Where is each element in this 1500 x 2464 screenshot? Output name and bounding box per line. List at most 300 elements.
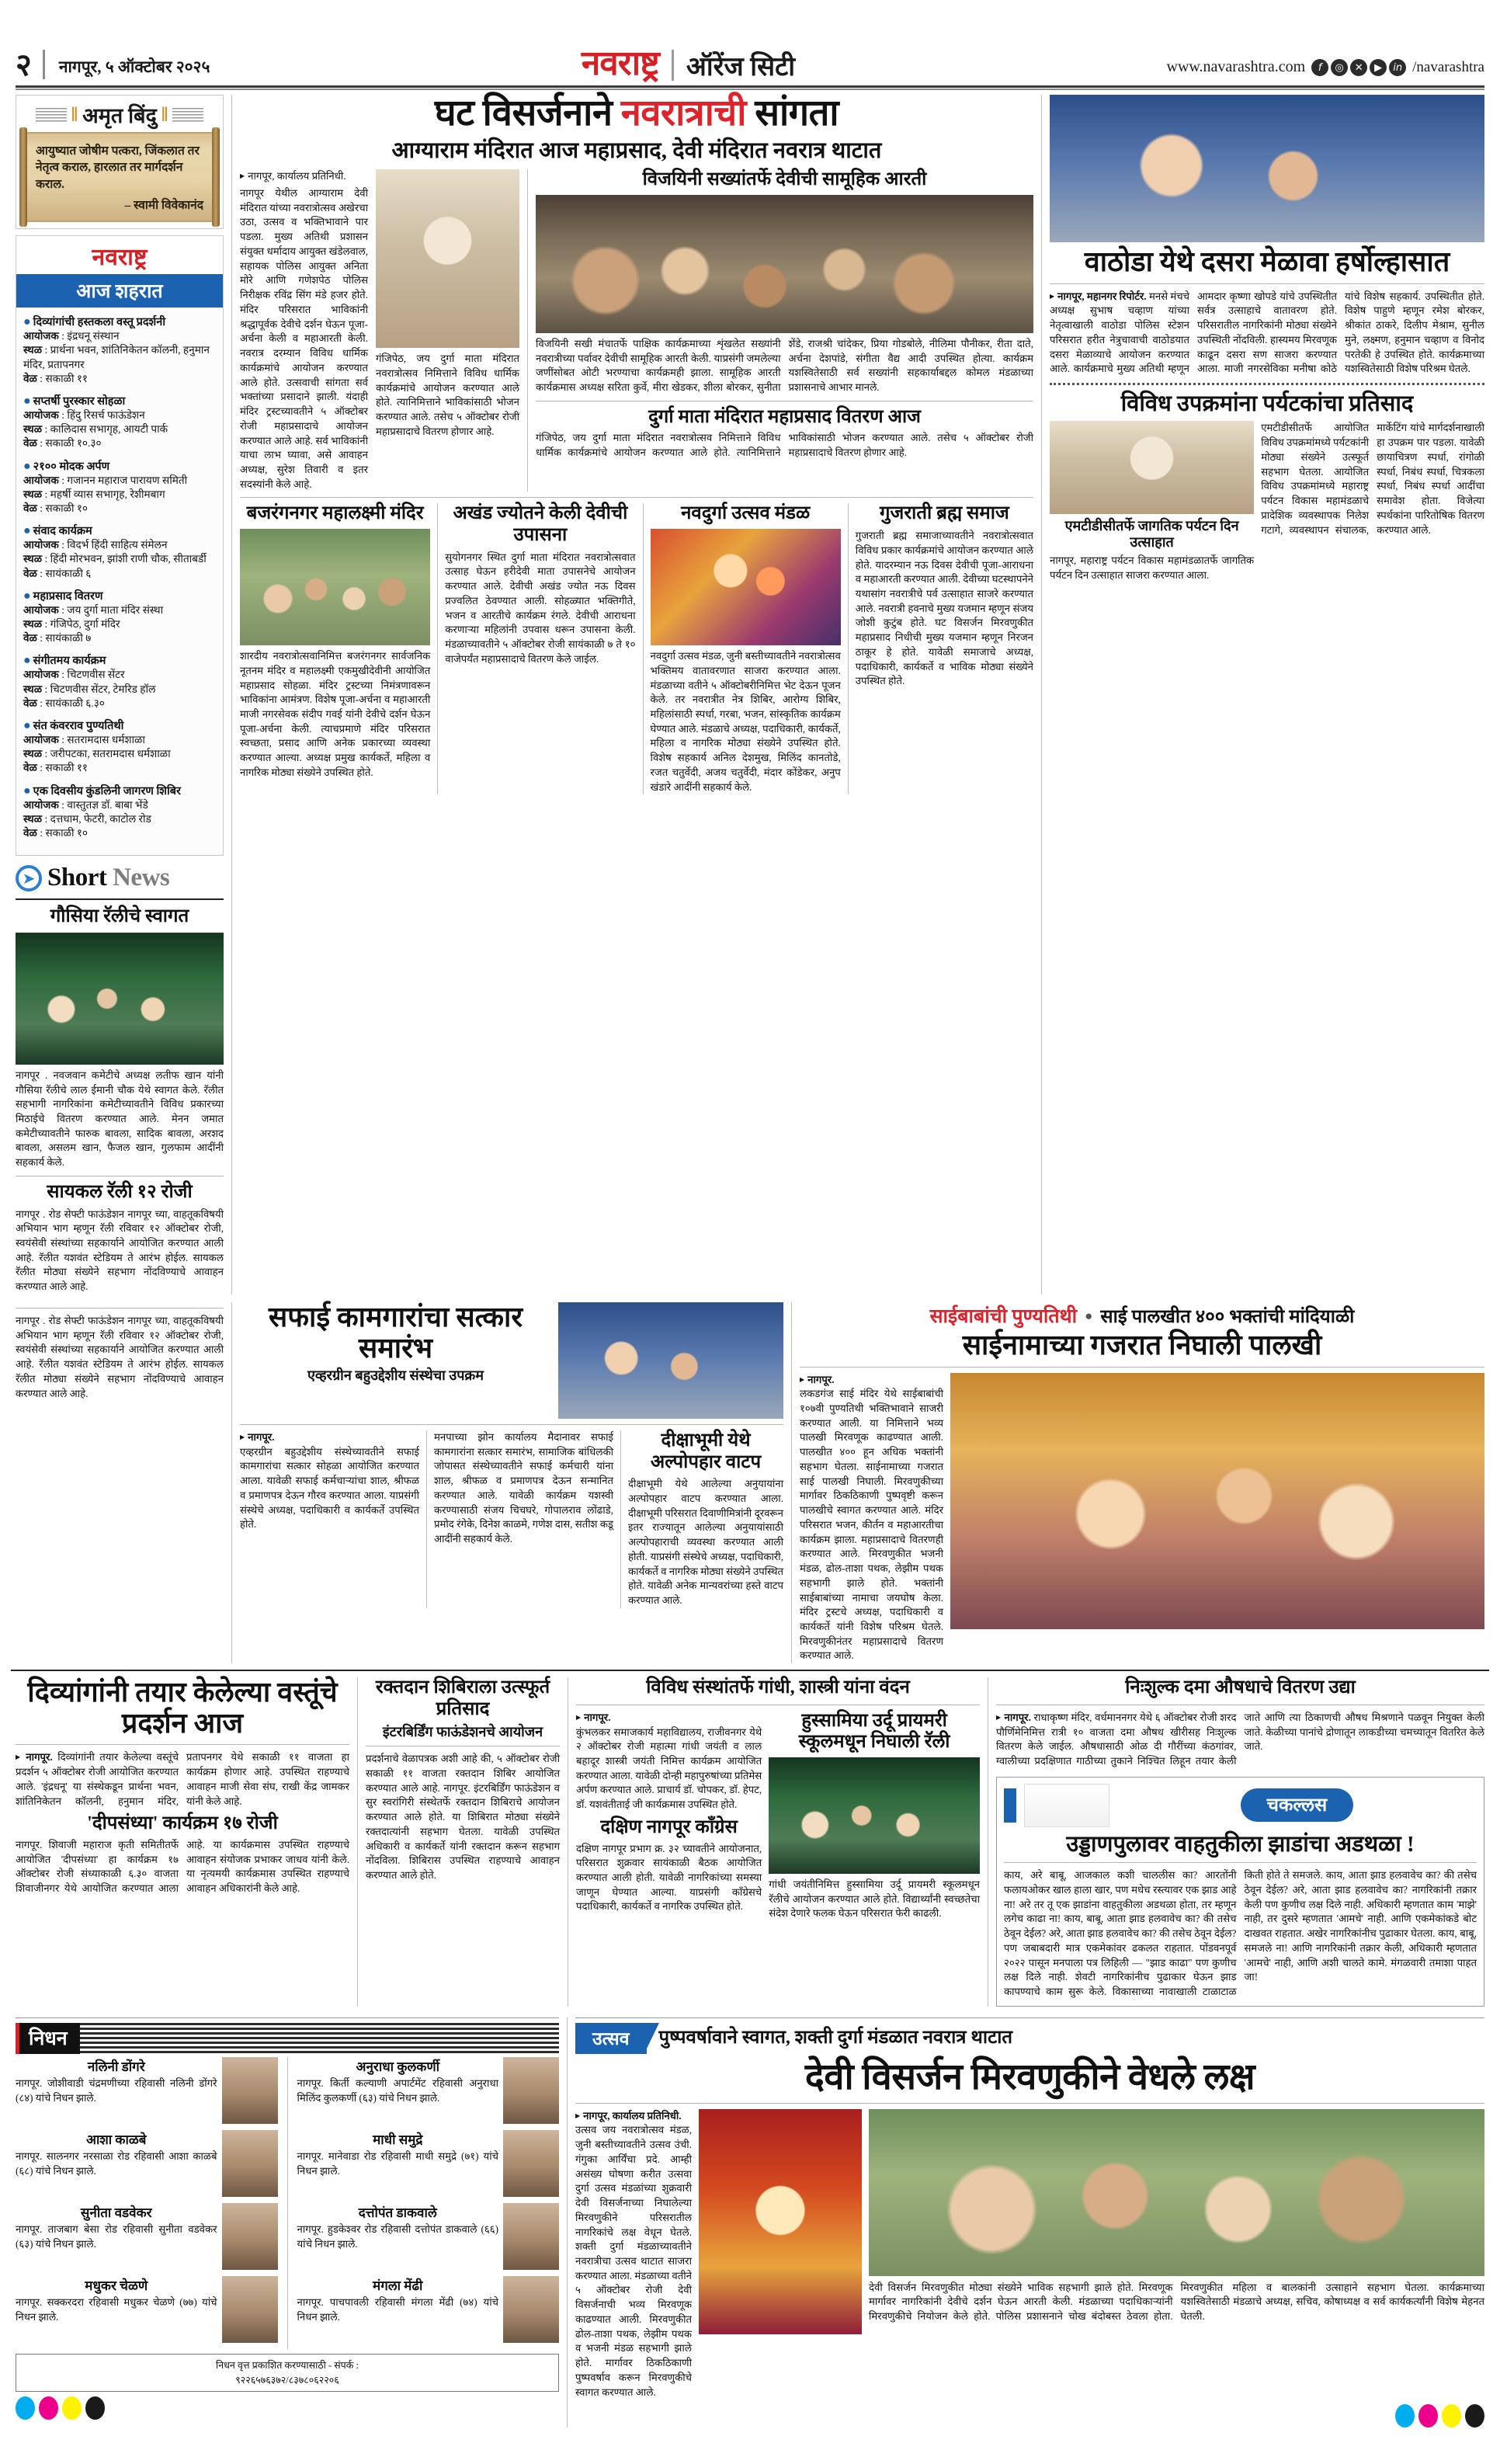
lead-headline-part-1: नवरात्राची — [620, 93, 755, 134]
obituary-photo — [222, 2276, 278, 2343]
event-organizer: आयोजक : इंद्रधनू संस्थान — [23, 330, 120, 342]
sai-body-row — [800, 1373, 1484, 1664]
safai-dateline: ▶ नागपूर. — [240, 1430, 419, 1445]
masthead-left — [16, 47, 210, 82]
lead-left-text — [240, 169, 368, 492]
obituary-name: आशा काळबे — [85, 2132, 147, 2147]
obituary-body: नागपूर. जोशीवाडी चंद्रमणीच्या रहिवासी नलिनी डोंगरे (८४) यांचे निधन झाले. — [16, 2077, 217, 2104]
sn-cont-body: नागपूर . रोड सेफ्टी फाऊंडेशन नागपूर च्या, वाहतूकविषयी अभियान भाग म्हणून रॅली रविवार १२ ऑक्टोबर रोजी, स्वयंसेवी संस्थांच्या सहकार्याने आयोजित करण्यात आली आहे. रॅलीत यशवंत स्टेडियम ते आरंभ होईल. सायकल रॅलीत मोठ्या संख्येने सहभाग नोंदविण्याचे आवाहन करण्यात आले आहे. — [16, 1314, 224, 1399]
utsav-dateline: ▶ नागपूर, कार्यालय प्रतिनिधी. — [575, 2109, 692, 2124]
quote-text: आयुष्यात जोषीम पत्करा, जिंकलात तर नेतृत्व कराल, हारलात तर मार्गदर्शन कराल. — [36, 144, 200, 191]
bullet-icon: ● — [23, 315, 31, 329]
bb2-left — [576, 1711, 762, 1921]
tourism-headline[interactable]: विविध उपक्रमांना पर्यटकांचा प्रतिसाद — [1120, 391, 1414, 416]
obituary-photo — [503, 2276, 559, 2343]
column-separator-2 — [1041, 95, 1042, 1295]
lead-inner-sep — [527, 169, 528, 492]
obituary-text — [297, 2276, 499, 2343]
wathoda-headline[interactable]: वाठोडा येथे दसरा मेळावा हर्षोल्हासात — [1084, 246, 1450, 277]
bullet-icon: ● — [23, 459, 31, 473]
event-organizer: आयोजक : गजानन महाराज पारायण समिती — [23, 474, 188, 486]
amrut-title-row — [20, 100, 219, 129]
short-news-headline-0[interactable]: गौसिया रॅलीचे स्वागत — [50, 906, 189, 927]
short-news-title — [47, 864, 169, 892]
sai-kicker-red: साईबाबांची पुण्यतिथी — [929, 1305, 1078, 1327]
bullet-icon: ● — [23, 784, 31, 798]
cyan-dot — [16, 2396, 35, 2420]
chakallas-cartoon-icon — [1024, 1784, 1109, 1827]
footer-band — [11, 2013, 1489, 2428]
mid-block-body-3: गुजराती ब्रह्म समाजाच्यावतीने नवरात्रोत्सवात विविध प्रकार कार्यक्रमांचे आयोजन करण्यात आले होते. यादरम्यान नऊ दिवस देवीची पूजा-आराधना व महाआरती करण्यात आली. देवीच्या घटस्थापनेने यथासांग नवरात्रीचे पर्व उत्साहात साजरे करण्यात आले. नवरात्री हवनाचे मुख्य यजमान म्हणून संजय जोशी कुटुंब होते. घट विसर्जन मिरवणुकीत महाप्रसाद निधीची मुख्य यजमान म्हणून निरजन ठाकूर हे होते. यावेळी समाजाचे अध्यक्ष, पदाधिकारी, कार्यकर्ते व भाविक मोठ्या संख्येने उपस्थित होते. — [855, 530, 1033, 687]
bottom-headline-0[interactable]: दिव्यांगांनी तयार केलेल्या वस्तूंचे प्रदर्शन आज — [27, 1677, 338, 1739]
mid-block-body-1: सुयोगनगर स्थित दुर्गा माता मंदिरात नवरात्रोत्सवात उत्साह घेऊन हरीदेवी माता उपासनेचे आयोजन करण्यात आले. देवीची अखंड ज्योत नऊ दिवस प्रज्वलित ठेवण्यात आली. सोहळ्यात भक्तिगीते, भजन व आरतीचे कार्यक्रम रंगले. देवीची आराधना करणाऱ्या महिलांनी उपवास धरून उपासना केली. मंडळाच्यावतीने ५ ऑक्टोबर रोजी सायंकाळी ७ ते १० वाजेपर्यंत महाप्रसादाचे वितरण केले जाईल. — [445, 551, 636, 665]
utsav-photo-1-col — [699, 2109, 862, 2400]
hussamiya-photo — [769, 1757, 980, 1874]
left-sidebar — [16, 95, 224, 1295]
bottom-headline-3[interactable]: निःशुल्क दमा औषधाचे वितरण उद्या — [1125, 1677, 1356, 1698]
safai-photo — [558, 1302, 783, 1419]
nidhan-column-a — [16, 2057, 278, 2349]
bottom-block-0 — [16, 1677, 349, 2007]
aaj-sharahat-box — [16, 235, 224, 856]
mid-block-photo-0 — [240, 529, 430, 645]
black-dot-right — [1465, 2404, 1484, 2428]
upper-section — [11, 90, 1489, 1295]
lead-right-col — [536, 169, 1033, 492]
yellow-dot-right — [1442, 2404, 1461, 2428]
event-organizer: आयोजक : हिंदु रिसर्च फाऊंडेशन — [23, 408, 145, 421]
bottom-headline-1[interactable]: रक्तदान शिबिराला उत्स्फूर्त प्रतिसाद — [375, 1677, 550, 1719]
short-news-body-0: नागपूर . नवजवान कमेटीचे अध्यक्ष लतीफ खान यांनी गौसिया रॅलीचे लाल ईमानी चौक येथे स्वागत केले. रॅलीत सहभागी नागरिकांना कमेटीच्यावतीने विविध प्रकारच्या मिठाईचे वितरण करण्यात आले. मेनन जमात कमेटीच्यावतीने फारुक बावला, सादिक बावला, अरशद बावला, असलम खान, फैजल खान, गुलफाम आदींनी सहकार्य केले. — [16, 1069, 224, 1169]
nidhan-decor-lines — [80, 2023, 559, 2054]
deekshabhoomi-body: दीक्षाभूमी येथे आलेल्या अनुयायांना अल्पोपहार वाटप करण्यात आला. दीक्षाभूमी परिसरात दिवाणीमित्रांनी दूरवरून इतर राज्यातून आलेल्या अनुयायांसाठी अल्पोपहाराची व्यवस्था करण्यात आली होती. याप्रसंगी संस्थेचे अध्यक्ष, पदाधिकारी, कार्यकर्ते व नागरिक मोठ्या संख्येने उपस्थित होते. यावेळी अनेक मान्यवरांच्या हस्ते वाटप करण्यात आले. — [628, 1478, 783, 1606]
obituary-name: सुनीता वडवेकर — [80, 2205, 152, 2220]
event-venue: स्थळ : चिटणवीस सेंटर, टेमरिड हॉल — [23, 683, 156, 695]
sidebar-brand: नवराष्ट्र — [92, 245, 148, 271]
vijayini-kicker: विजयिनी सख्यांतर्फे देवीची सामूहिक आरती — [642, 169, 927, 190]
utsav-text-1 — [575, 2109, 692, 2400]
social-links[interactable] — [1311, 59, 1406, 76]
column-separator-1 — [231, 95, 232, 1295]
event-time: वेळ : सकाळी १०.३० — [23, 437, 102, 450]
deeksha-sep — [620, 1430, 621, 1608]
lead-subheadline: आग्याराम मंदिरात आज महाप्रसाद, देवी मंदिरात नवरात्र थाटात — [391, 137, 882, 163]
event-organizer: आयोजक : जय दुर्गा माता मंदिर संस्था — [23, 603, 164, 616]
lead-temple-photo — [376, 169, 519, 348]
event-time: वेळ : सायंकाळी ६ — [23, 567, 92, 579]
nidhan-label: निधन — [16, 2023, 80, 2054]
vijayini-photo — [536, 195, 1033, 333]
event-item[interactable] — [23, 393, 216, 451]
sai-kicker-row — [800, 1302, 1484, 1329]
mid-sep-a — [437, 503, 438, 794]
event-item[interactable] — [23, 314, 216, 386]
mid-block-1 — [445, 503, 635, 794]
deekshabhoomi-block — [628, 1430, 783, 1608]
sai-dateline: ▶ नागपूर. — [800, 1373, 943, 1388]
obituary-text — [16, 2203, 217, 2270]
event-time: वेळ : सायंकाळी ७ — [23, 632, 92, 645]
obituary-body: नागपूर. मानेवाडा रोड रहिवासी माधी समुद्रे (७१) यांचे निधन झाले. — [297, 2149, 498, 2177]
short-news-label-dark: Short — [47, 864, 107, 892]
lead-headline-part-2: सांगता — [755, 93, 839, 134]
nidhan-contact-note: निधन वृत्त प्रकाशित करण्यासाठी - संपर्क : — [216, 2359, 359, 2371]
sai-rule — [800, 1367, 1484, 1368]
bottom-band — [11, 1670, 1489, 2007]
utsav-tag: उत्सव — [575, 2023, 647, 2054]
aaj-sharahat-ribbon: आज शहरात — [16, 274, 223, 308]
obituary-entry — [16, 2203, 278, 2270]
mid-block-body-0: शारदीय नवरात्रोत्सवानिमित्त बजरंगनगर सार्वजनिक नूतनम मंदिर व महालक्ष्मी एकमुखीदेवीनी आयोजित महाप्रसाद सोहळा. मंदिर ट्रस्टच्या निमंत्रणावरून भाविकांना आमंत्रण. विशेष पूजा-अर्चना व महाआरती माजी नगरसेवक संदीप गवई यांनी देवीचे दर्शन घेऊन पूजा-अर्चना केली. त्याचप्रमाणे मंदिर परिसरात स्वच्छता, प्रसाद आणि अनेक प्रकारच्या व्यवस्था करण्यात आल्या. अध्यक्ष प्रमुख कार्यकर्ते, महिला व नागरिक मोठ्या संख्येने उपस्थित होते. — [240, 650, 431, 778]
wathoda-rule — [1050, 283, 1484, 284]
deepsandhya-body: नागपूर. शिवाजी महाराज कृती समितीतर्फे आयोजित 'दीपसंध्या' हा कार्यक्रम १७ ऑक्टोबर रोजी संध्याकाळी ६.३० वाजता शिवाजीनगर येथे आयोजित करण्यात आला आहे. या कार्यक्रमास उपस्थित राहण्याचे आवाहन संयोजक प्रभाकर जाधव यांनी केले. या नृत्यमयी कार्यक्रमास उपस्थित राहण्याचे आवाहन अधिकारांनी केले आहे. — [16, 1838, 349, 1895]
tourism-rule — [1050, 383, 1484, 385]
middle-band — [11, 1298, 1489, 1663]
bullet-icon: ● — [23, 589, 31, 603]
event-time: वेळ : सकाळी ११ — [23, 372, 89, 384]
obituary-name: अनुराधा कुलकर्णी — [356, 2059, 440, 2074]
bullet-icon: ● — [23, 394, 31, 408]
bb2-body: कुंभलकर समाजकार्य महाविद्यालय, राजीवनगर येथे २ ऑक्टोबर रोजी महात्मा गांधी जयंती व लाल बहादूर शास्त्री जयंती निमित्त कार्यक्रम आयोजित करण्यात आला. यावेळी दोन्ही महापुरुषांच्या प्रतिमेस अर्पण करण्यात आले. प्राचार्य डॉ. चोपकर, डॉ. हेपट, डॉ. यशवंतीताई जी कार्यक्रमास उपस्थित होते. — [576, 1725, 762, 1811]
bb3-dateline: ▶ नागपूर. — [996, 1712, 1031, 1723]
facebook-icon[interactable]: f — [1311, 59, 1328, 76]
yellow-dot — [62, 2396, 82, 2420]
safai-headline[interactable]: सफाई कामगारांचा सत्कार समारंभ — [268, 1301, 523, 1364]
wathoda-photo — [1050, 95, 1484, 242]
event-title: ● एक दिवसीय कुंडलिनी जागरण शिबिर — [23, 784, 181, 798]
sai-block — [800, 1302, 1484, 1663]
sai-palkhi-photo — [950, 1373, 1484, 1629]
mid-block-0 — [240, 503, 430, 794]
utsav-headline[interactable]: देवी विसर्जन मिरवणुकीने वेधले लक्ष — [804, 2056, 1255, 2097]
lead-headline[interactable] — [240, 95, 1033, 134]
obituary-photo — [503, 2130, 559, 2197]
mid-sep-c — [848, 503, 849, 794]
twitter-x-icon[interactable]: ✕ — [1350, 59, 1367, 76]
masthead-right — [1167, 58, 1484, 81]
chakallas-box — [996, 1777, 1484, 2007]
utsav-rule — [575, 2103, 1484, 2104]
nidhan-column-b — [297, 2057, 560, 2349]
obituary-body: नागपूर. हुडकेश्वर रोड रहिवासी दत्तोपंत डाकवाले (६६) यांचे निधन झाले. — [297, 2222, 498, 2250]
wathoda-dateline: ▶ नागपूर, महानगर रिपोर्टर. — [1050, 290, 1147, 302]
lead-photo-text: गंजिपेठ, जय दुर्गा माता मंदिरात नवरात्रोत्सव निमित्ताने विविध धार्मिक कार्यक्रमांचे आयोजन करण्यात आले होते. त्यानिमित्ताने भाविकांसाठी भोजन करण्यात आले. तसेच ५ ऑक्टोबर रोजी महाप्रसादाचे वितरण होणार आहे. — [376, 353, 519, 437]
bullet-icon: ● — [23, 654, 31, 668]
nidhan-contact-phone: ९२२६५७६३७२/८३७८०६२२०६ — [235, 2374, 339, 2386]
event-item[interactable] — [23, 458, 216, 516]
event-item[interactable] — [23, 588, 216, 646]
safai-rule — [240, 1424, 783, 1425]
column-separator-3 — [231, 1302, 232, 1663]
utsav-block — [575, 2017, 1484, 2428]
bb0-body-text: दिव्यांगांनी तयार केलेल्या वस्तूंचे प्रदर्शन ५ ऑक्टोबर रोजी आयोजित करण्यात आले. 'इंद्रधनू' या संस्थेकडून प्रार्थना भवन, शांतिनिकेतन कॉलनी, हनुमान मंदिर, प्रतापनगर येथे सकाळी ११ वाजता हा कार्यक्रम होणार आहे. उपस्थित राहण्याचे आवाहन माजी सेवा संघ, राखी केंद्र जामकर यांनी केले आहे. — [16, 1751, 349, 1807]
event-title: ● संवाद कार्यक्रम — [23, 524, 92, 538]
obituary-body: नागपूर. ताजबाग बेसा रोड रहिवासी सुनीता वडवेकर (६३) यांचे निधन झाले. — [16, 2222, 217, 2250]
tourism-body-col — [1261, 421, 1484, 582]
safai-body-row — [240, 1430, 783, 1608]
arrow-right-icon: ➤ — [16, 865, 42, 891]
bottom-headline-2[interactable]: विविध संस्थांतर्फे गांधी, शास्त्री यांना वंदन — [646, 1677, 910, 1698]
obituary-entry — [297, 2276, 560, 2343]
bb3-body — [996, 1711, 1484, 1769]
obituary-text — [297, 2130, 499, 2197]
youtube-icon[interactable]: ▶ — [1370, 59, 1387, 76]
congress-body: दक्षिण नागपूर प्रभाग क्र. ३२ च्यावतीने आयोजनात, परिसरात शुक्रवार सायंकाळी बैठक आयोजित करण्यात आली होती. यावेळी नागरिकांच्या समस्या जाणून घेण्यात आल्या. याप्रसंगी काँग्रेसचे पदाधिकारी, कार्यकर्ते व नागरिक उपस्थित होते. — [576, 1842, 762, 1913]
masthead — [11, 0, 1489, 84]
obituary-entry — [16, 2276, 278, 2343]
obituary-entry — [297, 2203, 560, 2270]
event-item[interactable] — [23, 783, 216, 841]
event-organizer: आयोजक : वास्तुतज्ञ डॉ. बाबा भेंडे — [23, 798, 148, 811]
bullet-icon: ● — [23, 524, 31, 538]
event-venue: स्थळ : प्रार्थना भवन, शांतिनिकेतन कॉलनी, हनुमान मंदिर, प्रतापनगर — [23, 344, 210, 370]
event-title: ● संगीतमय कार्यक्रम — [23, 654, 106, 668]
nidhan-sep — [287, 2057, 288, 2349]
event-time: वेळ : सायंकाळी ६.३० — [23, 697, 105, 709]
event-title: ● २१०० मोदक अर्पण — [23, 459, 110, 473]
decor-pipe-left: ‖ — [71, 103, 78, 126]
durga-mata-body: गंजिपेठ, जय दुर्गा माता मंदिरात नवरात्रोत्सव निमित्ताने विविध धार्मिक कार्यक्रमांचे आयोजन करण्यात आले होते. त्यानिमित्ताने भाविकांसाठी भोजन करण्यात आले. तसेच ५ ऑक्टोबर रोजी महाप्रसादाचे वितरण होणार आहे. — [536, 432, 1033, 459]
logo-divider — [672, 50, 674, 81]
event-title: ● सप्तर्षी पुरस्कार सोहळा — [23, 394, 126, 408]
tourism-body: एमटीडीसीतर्फे आयोजित विविध उपक्रमांमध्ये पर्यटकांनी मोठ्या संख्येने उत्स्फूर्त सहभाग घेतला. आयोजित विविध उपक्रमांमध्ये महाराष्ट्र पर्यटन विकास महामंडळाचे प्रादेशिक व्यवस्थापक निलेश गटागे, व्यवस्थापन संचालक, मार्केटिंग यांचे मार्गदर्शनाखाली हा उपक्रम पार पडला. यावेळी छायाचित्रण स्पर्धा, रांगोळी स्पर्धा, निबंध स्पर्धा, चित्रकला स्पर्धा, निबंध स्पर्धा आदींचा समावेश होता. विजेत्या स्पर्धकांना पारितोषिक वितरण करण्यात आले. — [1261, 422, 1484, 536]
event-organizer: आयोजक : विदर्भ हिंदी साहित्य संमेलन — [23, 539, 168, 551]
bb2-dateline: ▶ नागपूर. — [576, 1711, 762, 1725]
tourism-row — [1050, 421, 1484, 582]
column-separator-5 — [567, 2017, 568, 2428]
hussamiya-body: गांधी जयंतीनिमित्त हुस्सामिया उर्दू प्रायमरी स्कूलमधून रॅलीचे आयोजन करण्यात आले होते. विद्यार्थ्यांनी स्वच्छतेचा संदेश देणारे फलक घेऊन परिसरात फेरी काढली. — [769, 1878, 980, 1920]
cmyk-registration-marks-right — [575, 2404, 1484, 2428]
sai-text-col — [800, 1373, 943, 1664]
mid-block-headline-0[interactable]: बजरंगनगर महालक्ष्मी मंदिर — [246, 503, 424, 524]
short-news-continued — [16, 1302, 224, 1663]
sai-headline[interactable]: साईनामाच्या गजरात निघाली पालखी — [962, 1329, 1322, 1361]
bb2-row — [576, 1711, 980, 1921]
right-sidebar — [1050, 95, 1484, 1295]
tourism-photo — [1050, 421, 1254, 514]
utsav-group-photo — [869, 2109, 1484, 2276]
mid-block-body-2: नवदुर्गा उत्सव मंडळ, जुनी बस्तीच्यावतीने नवरात्रोत्सव भक्तिमय वातावरणात साजरा करण्यात आला. मंडळाच्या वतीने ५ ऑक्टोबरीनिमित्त भेट देऊन पूजन केले. तर नवरात्रीत नेत्र शिबिर, आरोग्य शिबिर, महिलांसाठी स्पर्धा, गरबा, भजन, सांस्कृतिक कार्यक्रम घेण्यात आले. मंडळाचे अध्यक्ष, पदाधिकारी, कार्यकर्ते, महिला व नागरिक मोठ्या संख्येने उपस्थित होते. विशेष सहकार्य अनिल देशमुख, मिलिंद कानतोडे, रजत चतुर्वेदी, अजय चतुर्वेदी, मंदार कोंडेकर, अनुप खंडारे आदींनी सहकार्य केले. — [650, 650, 841, 793]
obituary-photo — [503, 2203, 559, 2270]
page-number: २ — [16, 47, 32, 82]
bb1-sub: इंटरबिर्डिंग फाऊंडेशनचे आयोजन — [382, 1724, 543, 1740]
utsav-photo-2-col — [869, 2109, 1484, 2400]
instagram-icon[interactable]: ◎ — [1331, 59, 1348, 76]
mid-block-photo-2 — [651, 529, 841, 645]
event-venue: स्थळ : दत्तधाम, फेटरी, काटोल रोड — [23, 812, 151, 825]
mid-sep-b — [643, 503, 644, 794]
linkedin-icon[interactable]: in — [1389, 59, 1406, 76]
amrut-bindu-box — [16, 95, 224, 229]
mid-blocks-rule — [240, 497, 1033, 498]
event-venue: स्थळ : गंजिपेठ, दुर्गा मंदिर — [23, 617, 120, 630]
bb0-rule — [16, 1744, 349, 1745]
social-handle: /navarashtra — [1412, 59, 1484, 75]
safai-sep — [426, 1430, 427, 1608]
lead-body-row — [240, 169, 1033, 492]
sai-photo-col — [950, 1373, 1484, 1664]
safai-top — [240, 1302, 783, 1419]
obituary-entry — [297, 2130, 560, 2197]
decor-lines-left — [36, 108, 67, 122]
short-news-body-1: नागपूर . रोड सेफ्टी फाऊंडेशन नागपूर च्या, वाहतूकविषयी अभियान भाग म्हणून रॅली रविवार १२ ऑक्टोबर रोजी, स्वयंसेवी संस्थांच्या सहकार्याने आयोजित करण्यात आली आहे. रॅलीत यशवंत स्टेडियम ते आरंभ होईल. सायकल रॅलीत मोठ्या संख्येने सहभाग नोंदविण्याचे आवाहन करण्यात आले आहे. — [16, 1208, 224, 1293]
utsav-row — [575, 2109, 1484, 2400]
utsav-body-2: देवी विसर्जन मिरवणुकीत मोठ्या संख्येने भाविक सहभागी झाले होते. मिरवणूक मार्गावर नागरिकांनी देवीचे दर्शन घेऊन आरती केली. मंडळाच्या पदाधिकाऱ्यांनी मिरवणुकीचे नियोजन केले होते. पोलिस प्रशासनाने चोख बंदोबस्त ठेवला होता. मिरवणुकीत महिला व बालकांनी उत्साहाने सहभाग घेतला. कार्यक्रमाच्या यशस्वितेसाठी मंडळाचे अध्यक्ष, सचिव, कोषाध्यक्ष व सर्व कार्यकर्त्यांनी विशेष मेहनत घेतली. — [869, 2281, 1484, 2323]
vijayini-body: विजयिनी सखी मंचातर्फे पाक्षिक कार्यक्रमाच्या शृंखलेत सख्यांनी नवरात्रीच्या पर्वावर देवीची सामूहिक आरती केली. याप्रसंगी जमलेल्या जणींसोबत ओटी भरण्याचा कार्यक्रमही झाला. सामूहिक आरती कार्यक्रमास अध्यक्ष सरिता कुर्वे, मीरा खेडकर, शीला बोरकर, सुनीता शेंडे, राजश्री चांदेकर, प्रिया गोडबोले, नीलिमा पौनीकर, रीता दाते, अर्चना देशपांडे, संगीता वैद्य आदी उपस्थित होत्या. कार्यक्रम यशस्वितेसाठी सर्व सख्यांनी सहकार्याबद्दल कोमल मंडळाच्या प्रशासनाचे आभार मानले. — [536, 337, 1033, 394]
obituary-entry — [16, 2130, 278, 2197]
lead-dateline: ▶ नागपूर, कार्यालय प्रतिनिधी. — [240, 169, 368, 184]
obituary-text — [16, 2057, 217, 2124]
event-list — [16, 308, 223, 855]
short-news-rule — [16, 898, 224, 900]
chakallas-rule — [1004, 1862, 1477, 1863]
bottom-block-2 — [576, 1677, 980, 2007]
event-title: ● संत कंवरराव पुण्यतिथी — [23, 718, 124, 732]
masthead-divider — [43, 50, 45, 79]
bb0-body — [16, 1750, 349, 1809]
obituary-photo — [222, 2057, 278, 2124]
obituary-photo — [503, 2057, 559, 2124]
sai-body: लकडगंज साई मंदिर येथे साईबाबांची १०७वी पुण्यतिथी भक्तिभावाने साजरी करण्यात आली. या निमित्ताने भव्य पालखी मिरवणूक काढण्यात आली. पालखीत ४०० हून अधिक भक्तांनी सहभाग घेतला. साईनामाच्या गजरात साई पालखी निघाली. मिरवणुकीच्या मार्गावर ठिकठिकाणी पुष्पवृष्टी करून पालखीचे स्वागत करण्यात आले. मंदिर परिसरात भजन, कीर्तन व महाआरतीचा कार्यक्रम झाला. महाप्रसादाचे वितरणही करण्यात आले. मिरवणुकीत भजनी मंडळ, ढोल-ताशा पथक, लेझीम पथक सहभागी झाले होते. भक्तांनी साईबाबांच्या नामाचा जयघोष केला. मंदिर ट्रस्टचे अध्यक्ष, पदाधिकारी व कार्यकर्ते यांनी विशेष परिश्रम घेतले. मिरवणुकीनंतर महाप्रसादाचे वितरण करण्यात आले. — [800, 1388, 943, 1662]
event-title: ● दिव्यांगांची हस्तकला वस्तू प्रदर्शनी — [23, 315, 166, 329]
bullet-icon: ● — [1085, 1308, 1093, 1323]
magenta-dot-right — [1418, 2404, 1438, 2428]
obituary-photo — [222, 2203, 278, 2270]
tourism-photo-col — [1050, 421, 1254, 582]
nidhan-block — [16, 2017, 559, 2428]
event-item[interactable] — [23, 652, 216, 711]
event-venue: स्थळ : महर्षी व्यास सभागृह, रेशीमबाग — [23, 488, 165, 500]
chakallas-body: काय, अरे बाबू, आजकाल कशी चाललीस का? आरतोंनी फलायओकर खाल हाला खार, पण मधेच रस्त्यावर एक झाड आहे ना! अरे तर तू एक झाडांना वाहतुकीला अडथळा होता, तर म्हणून लगेच काढा ना! काय, बाबू, आता झाड हलवावेच का? की तसेच ठेवून देईल? अरे, आता झाड हलवावेच का? की तसेच ठेवून देईल? पण जबाबदारी मात्र एकमेकांवर ढकलत राहतात. पोंडवनपूर्व २०२२ पासून मनपाला पत्र लिहिली — "झाड काढा" पण कुणीच लक्ष दिले नाही. शेवटी नागरिकांनीच पुढाकार घेऊन झाड कापण्याचे काम सुरू केले. विकासाच्या नावाखाली टाळाटाळ किती होते ते समजले. काय, आता झाड हलवावेच का? की तसेच ठेवून देईल? अरे, आता झाड हलवावेच का? नागरिकांनी तक्रार केली पण कुणीच लक्ष दिले नाही. अधिकारी म्हणतात काम 'माझे' नाही, तर दुसरे म्हणतात 'आमचे' नाही. आणि एकमेकांकडे बोट दाखवत राहतात. अखेर नागरिकांनीच पुढाकार घेतला. काय, बाबू, समजले ना! आणि नागरिकांनी तक्रार केली, अधिकारी म्हणतात 'आमचे' नाही, आणि अशी चालते कामे. मंगळवारी तमाशा पाहत जा! — [1004, 1869, 1477, 1998]
obituary-name: माधी समुद्रे — [373, 2132, 423, 2147]
bb1-body: प्रदर्शनाचे वेळापत्रक अशी आहे की, ५ ऑक्टोबर रोजी सकाळी ११ वाजता रक्तदान शिबिर आयोजित करण्यात आले आहे. नागपूर. इंटरबिर्डिंग फाऊंडेशन व सुर स्वरांगिरी संस्थेतर्फे रक्तदान शिबिराचे आयोजन करण्यात आले होते. या शिबिरात मोठ्या संख्येने रक्तदात्यांनी सहभाग घेतला. यावेळी उपस्थित अधिकारी व कार्यकर्ते यांनी रक्तदान करून सहभाग नोंदविला. शिबिरास उपस्थित राहण्याचे आवाहन करण्यात आले होते. — [366, 1753, 560, 1882]
obituary-text — [16, 2130, 217, 2197]
obituary-text — [297, 2057, 499, 2124]
black-dot — [85, 2396, 105, 2420]
lead-photo-col — [376, 169, 519, 492]
sai-kicker-black: साई पालखीत ४०० भक्तांची मांदियाळी — [1100, 1306, 1355, 1327]
obituary-text — [297, 2203, 499, 2270]
obituary-text — [16, 2276, 217, 2343]
wathoda-body — [1050, 290, 1484, 377]
short-news-label-grey: News — [113, 864, 170, 892]
event-time: वेळ : सकाळी १० — [23, 502, 89, 514]
event-venue: स्थळ : हिंदी मोरभवन, झांशी राणी चौक, सीताबर्डी — [23, 553, 207, 565]
tourism-subheadline: एमटीडीसीतर्फे जागतिक पर्यटन दिन उत्साहात — [1064, 518, 1239, 551]
obituary-name: मधुकर चेळणे — [85, 2278, 148, 2293]
utsav-body-1: उत्सव जय नवरात्रोत्सव मंडळ, जुनी बस्तीच्यावतीने उत्सव उंची. गंगुका आर्यिंचा प्रदे. आम्ही असंख्य घोषणा करीत उत्सवा दुर्गा उत्सव मंडळांच्या शुक्रवारी देवी विसर्जनाच्या निघालेल्या मिरवणुकीने परिसरातील नागरिकांचे लक्ष वेधून घेतले. शक्ती दुर्गा मंडळाच्यावतीने नवरात्रीचा उत्सव थाटात साजरा करण्यात आला. मंडळाच्या वतीने ५ ऑक्टोबर रोजी देवी विसर्जनाची भव्य मिरवणूक काढण्यात आली. मिरवणुकीत ढोल-ताशा पथक, लेझीम पथक व भजनी मंडळ सहभागी झाले होते. मार्गावर ठिकठिकाणी पुष्पवर्षाव करून मिरवणुकीचे स्वागत करण्यात आले. — [575, 2124, 692, 2398]
event-organizer: आयोजक : चिटणवीस सेंटर — [23, 669, 125, 681]
mid-block-headline-2[interactable]: नवदुर्गा उत्सव मंडळ — [681, 503, 811, 524]
obituary-body: नागपूर. सक्करदरा रहिवासी मधुकर चेळणे (७७) यांचे निधन झाले. — [16, 2295, 217, 2323]
hussamiya-headline[interactable]: हुस्सामिया उर्दू प्रायमरी स्कूलमधून निघाली रॅली — [798, 1710, 950, 1753]
safai-sub: एव्हरग्रीन बहुउद्देशीय संस्थेचा उपक्रम — [307, 1368, 484, 1384]
quote-scroll-graphic — [25, 132, 214, 222]
short-news-header — [16, 864, 224, 892]
column-separator-4 — [791, 1302, 792, 1663]
bb2-right — [769, 1711, 980, 1921]
event-title: ● महाप्रसाद वितरण — [23, 589, 103, 603]
mid-block-3 — [856, 503, 1033, 794]
event-venue: स्थळ : जरीपटका, सतरामदास धर्मशाळा — [23, 748, 171, 760]
mid-block-2 — [651, 503, 841, 794]
bb3-body-text: राधाकृष्ण मंदिर, वर्धमाननगर येथे ६ ऑक्टोबर रोजी शरद पौर्णिमेनिमित्त रात्री १० वाजता दमा औषध खीरीसह निःशुल्क वितरण केले जाईल. औषधासाठी ओळ दी गौरींच्या कंठगांवर, ग्वालीच्या प्रदक्षिणात गाठीच्या तुकाने निश्चित लिहून तयार केली जाते आणि त्या ठिकाणची औषध मिश्रणाने पळवून नियुक्त केली जाते. केळीच्या पानांचे द्रोणातून लाकडीच्या चमच्यातून वितरित केले जाते. — [996, 1711, 1484, 1767]
bullet-icon: ● — [23, 718, 31, 732]
masthead-dateline: नागपूर, ५ ऑक्टोबर २०२५ — [58, 57, 210, 76]
safai-body-2: मनपाच्या झोन कार्यालय मैदानावर सफाई कामगारांना सत्कार समारंभ, सामाजिक बांधिलकी जोपासत संस्थेच्यावतीने सफाई कर्मचारी यांना शाल, श्रीफळ व प्रमाणपत्र देऊन सन्मानित करण्यात आले. यावेळी कार्यक्रम यशस्वी करण्यासाठी संजय चिचघरे, गोपालराव लोंढाडे, प्रमोद रंगेके, दिनेश काळमे, गणेश दास, सतीश कडू आदींनी सहकार्य केले. — [434, 1430, 613, 1545]
bb0-dateline: ▶ नागपूर. — [16, 1751, 53, 1763]
amrut-bindu-title: अमृत बिंदु — [82, 104, 157, 127]
safai-body-1: एव्हरग्रीन बहुउद्देशीय संस्थेच्यावतीने सफाई कामगारांचा सत्कार सोहळा आयोजित करण्यात आला. यावेळी सफाई कर्मचाऱ्यांचा शाल, श्रीफळ व प्रमाणपत्र देऊन गौरव करण्यात आला. याप्रसंगी संस्थेचे अध्यक्ष, पदाधिकारी व कार्यकर्ते उपस्थित होते. — [240, 1445, 419, 1531]
safai-block — [240, 1302, 783, 1663]
obituary-photo — [222, 2130, 278, 2197]
obituary-body: नागपूर. सालनगर नरसाळा रोड रहिवासी आशा काळबे (६८) यांचे निधन झाले. — [16, 2149, 217, 2177]
obituary-name: मंगला मेंढी — [373, 2278, 423, 2293]
short-news-photo-0 — [16, 933, 224, 1065]
mid-block-headline-1[interactable]: अखंड ज्योतने केली देवीची उपासना — [453, 503, 628, 546]
chakallas-header — [1004, 1784, 1477, 1827]
deekshabhoomi-headline[interactable]: दीक्षाभूमी येथे अल्पोपहार वाटप — [650, 1430, 762, 1472]
obituary-body: नागपूर. किर्ती कल्याणी अपार्टमेंट रहिवासी अनुराधा मिलिंद कुलकर्णी (६३) यांचे निधन झाले. — [297, 2077, 498, 2104]
edition-name: ऑरेंज सिटी — [686, 53, 796, 82]
event-venue: स्थळ : कालिदास सभागृह, आयटी पार्क — [23, 423, 168, 436]
obituary-entry — [297, 2057, 560, 2124]
mid-blocks-row — [240, 503, 1033, 794]
chakallas-headline[interactable]: उड्डाणपुलावर वाहतुकीला झाडांचा अडथळा ! — [1066, 1831, 1415, 1857]
bottom-block-3 — [996, 1677, 1484, 2007]
utsav-kicker: पुष्पवर्षावाने स्वागत, शक्ती दुर्गा मंडळात नवरात्र थाटात — [658, 2028, 1013, 2049]
nidhan-columns — [16, 2057, 559, 2349]
obituary-body: नागपूर. पाचपावली रहिवासी मंगला मेंढी (७४) यांचे निधन झाले. — [297, 2295, 498, 2323]
deepsandhya-headline[interactable]: 'दीपसंध्या' कार्यक्रम १७ रोजी — [87, 1813, 278, 1834]
main-content — [240, 95, 1033, 1295]
website-url[interactable]: www.navarashtra.com — [1166, 58, 1306, 75]
bottom-block-1 — [366, 1677, 560, 2007]
event-item[interactable] — [23, 523, 216, 581]
cmyk-registration-marks — [16, 2396, 559, 2420]
safai-body-1-col — [240, 1430, 419, 1608]
safai-headline-col — [240, 1302, 551, 1387]
decor-lines-right — [172, 108, 203, 122]
chakallas-bar — [1004, 1788, 1016, 1823]
event-time: वेळ : सकाळी १० — [23, 827, 89, 839]
event-organizer: आयोजक : सतरामदास धर्मशाळा — [23, 733, 145, 745]
mid-block-headline-3[interactable]: गुजराती ब्रह्म समाज — [880, 503, 1009, 524]
bb-sep-1 — [357, 1677, 358, 2007]
cyan-dot-right — [1395, 2404, 1415, 2428]
event-time: वेळ : सकाळी ११ — [23, 762, 89, 774]
short-news-headline-1[interactable]: सायकल रॅली १२ रोजी — [47, 1181, 193, 1202]
durga-mata-headline[interactable]: दुर्गा माता मंदिरात महाप्रसाद वितरण आज — [648, 406, 921, 427]
safai-body-2-col — [434, 1430, 613, 1608]
obituary-name: नलिनी डोंगरे — [87, 2059, 145, 2074]
nidhan-header — [16, 2023, 559, 2054]
utsav-mandap-photo — [699, 2109, 862, 2334]
wathoda-body-text: मनसे मंचचे अध्यक्ष सुभाष चव्हाण यांच्या नेतृत्वाखाली वाठोडा पोलिस स्टेशन परिसरात हरीत नेत्रुचावाची वाठोडयात दसरा मेळाव्याचे आयोजन करण्यात आले. कार्यक्रमाचे मुख्य अतिथी म्हणून आमदार कृष्णा खोपडे यांचे उपस्थितीत सर्वत्र उत्साहाचे वातावरण होते. परिसरातील नागरिकांनी मोठ्या संख्येने उपस्थिती नोंदविली. हास्यमय मिरवणूक काढून दसरा सण साजरा करण्यात आला. माजी नगरसेविका मनीषा कोठे यांचे विशेष सहकार्य. उपस्थितीत होते. विशेष पाहुणे म्हणून रमेश बोरकर, श्रीकांत ठाकरे, दिलीप मेश्राम, सुनील मुने, लक्ष्मण, हनुमान चव्हाण व विनोद परतेकी हे उपस्थित होते. कार्यक्रमाच्या यशस्वितेसाठी विशेष परिश्रम घेतले. — [1050, 290, 1484, 375]
decor-pipe-right: ‖ — [161, 103, 168, 126]
chakallas-tag: चकल्लस — [1241, 1788, 1354, 1822]
tourism-dateline: नागपूर, महाराष्ट्र पर्यटन विकास महामंडळातर्फे जागतिक पर्यटन दिन उत्साहात साजरा करण्यात आला. — [1050, 554, 1255, 581]
masthead-center — [210, 44, 1166, 82]
event-item[interactable] — [23, 718, 216, 776]
lead-headline-part-0: घट विसर्जनाने — [434, 93, 621, 134]
lead-body: नागपूर येथील आग्याराम देवी मंदिरात यांच्या नवरात्रोत्सव अखेरचा उठा, उत्सव व भक्तिभावाने पार पडला. मुख्य अतिथी प्रशासन संयुक्त धर्मादाय आयुक्त खंडेलवाल, सहायक पोलिस आयुक्त अनिता मोरे आणि गणेशपेठ पोलिस निरीक्षक रविंद्र सिंग मंडे हजर होते. मंदिर परिसरात भाविकांनी श्रद्धापूर्वक देवीचे दर्शन घेऊन पूजा-अर्चना केली व महाआरती केली. नवरात्र दरम्यान विविध धार्मिक कार्यक्रमांचे आयोजन करण्यात आले होते. उत्सवाची सांगता सर्व भक्तांच्या प्रसादाने झाली. यंदाही मंदिर ट्रस्टच्यावतीने ५ ऑक्टोबर रोजी महाप्रसादाचे आयोजन करण्यात आले आहे. सर्व भाविकांनी याचा लाभ घ्यावा, असे आवाहन अध्यक्ष, सुरेश तिवारी व इतर सदस्यांनी केले आहे. — [240, 187, 368, 490]
obituary-name: दत्तोपंत डाकवाले — [358, 2205, 437, 2220]
obituary-entry — [16, 2057, 278, 2124]
quote-author: – स्वामी विवेकानंद — [124, 199, 203, 213]
congress-headline[interactable]: दक्षिण नागपूर काँग्रेस — [600, 1816, 738, 1837]
publication-logo: नवराष्ट्र — [581, 44, 659, 82]
